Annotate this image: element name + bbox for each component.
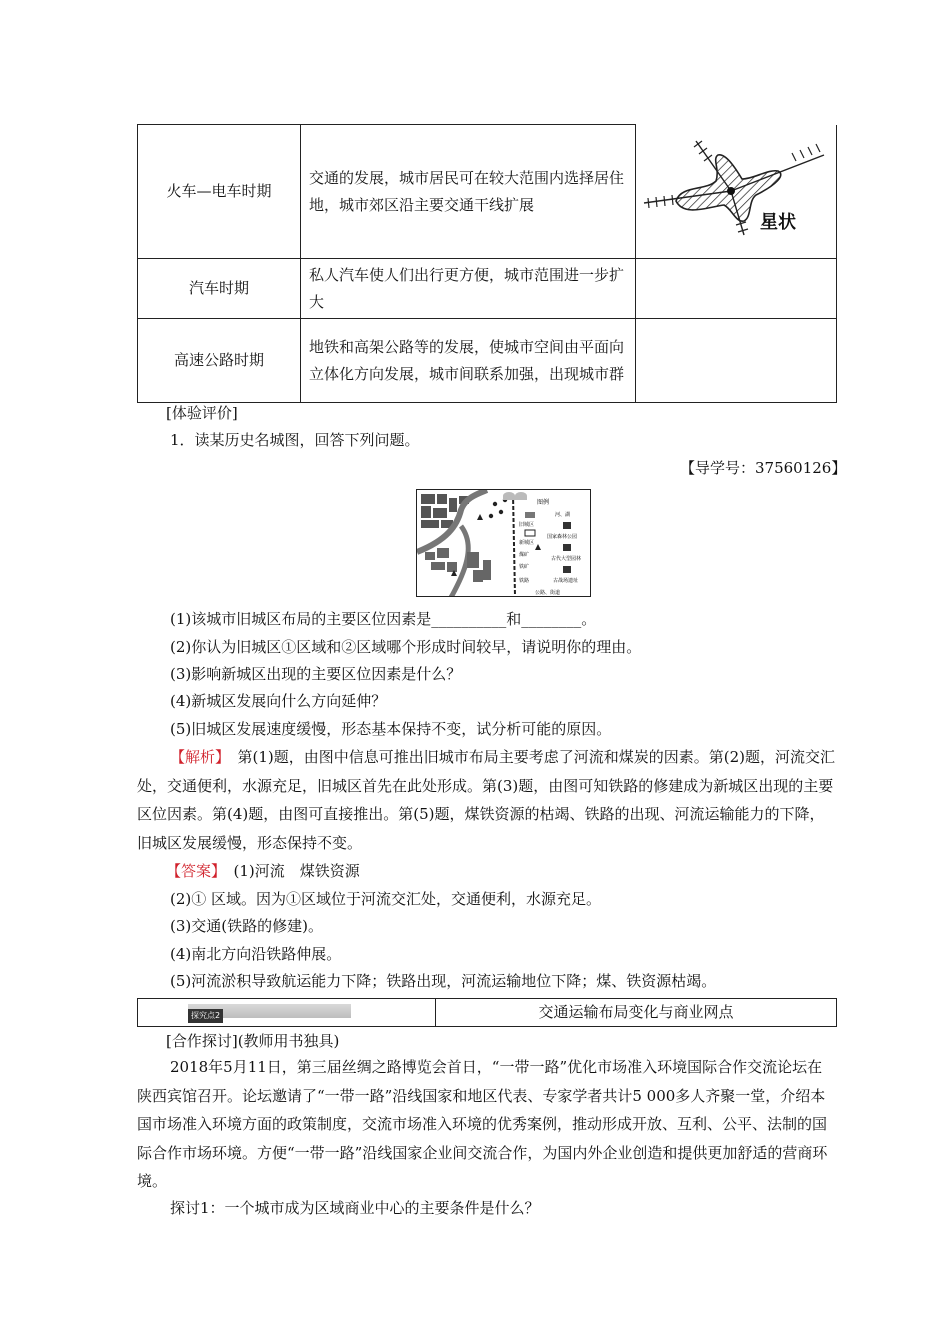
answer-first-line: [166, 858, 360, 884]
answer-line: (2)① 区域。因为①区域位于河流交汇处，交通便利，水源充足。: [170, 890, 602, 908]
city-map: [416, 489, 591, 597]
section-banner-left: [138, 999, 436, 1026]
legend-item: 古战场遗址: [553, 578, 579, 584]
star-city-diagram: [636, 125, 836, 257]
analysis-paragraph: [137, 743, 837, 857]
reference-number: 【导学号：37560126】: [680, 459, 847, 477]
table-row: [138, 319, 837, 403]
question-item: (3)影响新城区出现的主要区位因素是什么？: [170, 665, 462, 683]
legend-item: 公路、街道: [535, 590, 561, 596]
section-heading: [合作探讨](教师用书独具): [166, 1032, 340, 1050]
analysis-label: 【解析】: [170, 748, 223, 766]
legend-title: 图例: [537, 499, 550, 506]
section-title: 交通运输布局变化与商业网点: [538, 1003, 734, 1021]
section-tag-label: 探究点2: [188, 1009, 223, 1023]
empty-cell: [635, 259, 836, 319]
section-banner: [137, 998, 837, 1027]
period-cell: 汽车时期: [138, 259, 301, 319]
answer-text: (1)河流 煤铁资源: [233, 862, 360, 880]
star-label: 星状: [759, 211, 796, 233]
question-item: (2)你认为旧城区①区域和②区域哪个形成时间较早，请说明你的理由。: [170, 638, 642, 656]
legend-item: 国家森林公园: [547, 534, 578, 540]
answer-line: (4)南北方向沿铁路伸展。: [170, 945, 342, 963]
table-row: [138, 125, 837, 259]
description-cell: 地铁和高架公路等的发展，使城市空间由平面向立体化方向发展，城市间联系加强，出现城市群: [300, 319, 635, 403]
analysis-text: 第(1)题，由图中信息可推出旧城市布局主要考虑了河流和煤炭的因素。第(2)题，河流交汇处，交通便利，水源充足，旧城区首先在此处形成。第(3)题，由图可知铁路的修建成为新城区出现的主要区位因素。第(4)题，由图可直接推出。第(5)题，煤铁资源的枯竭、铁路的出现、河流运输能力的下降，旧城区发展缓慢，形态保持不变。: [137, 748, 836, 852]
legend-item: 铁路: [519, 578, 530, 584]
question-prompt: 1．读某历史名城图，回答下列问题。: [170, 431, 420, 449]
legend-item: 旧城区: [519, 522, 535, 528]
empty-cell: [635, 319, 836, 403]
answer-line: (5)河流淤积导致航运能力下降；铁路出现，河流运输地位下降；煤、铁资源枯竭。: [170, 972, 717, 990]
period-cell: 火车—电车时期: [138, 125, 301, 259]
city-map-drawing: [417, 490, 591, 597]
question-item: (5)旧城区发展速度缓慢，形态基本保持不变，试分析可能的原因。: [170, 720, 612, 738]
period-cell: 高速公路时期: [138, 319, 301, 403]
description-cell: 交通的发展，城市居民可在较大范围内选择居住地，城市郊区沿主要交通干线扩展: [300, 125, 635, 259]
legend-item: 铁矿: [519, 564, 530, 570]
section-paragraph: 2018年5月11日，第三届丝绸之路博览会首日，“一带一路”优化市场准入环境国际合作交流论坛在陕西宾馆召开。论坛邀请了“一带一路”沿线国家和地区代表、专家学者共计5 000多人齐聚一堂，介绍本国市场准入环境方面的政策制度，交流市场准入环境的优秀案例，推动形成开放、互利、公平、法制的国际合作市场环境。方便“一带一路”沿线国家企业间交流合作，为国内外企业创造和提供更加舒适的营商环境。: [137, 1058, 828, 1190]
legend-item: 河、湖: [555, 512, 571, 518]
question-item: (4)新城区发展向什么方向延伸？: [170, 692, 387, 710]
shape-diagram-cell: [635, 125, 836, 259]
description-cell: 私人汽车使人们出行更方便，城市范围进一步扩大: [300, 259, 635, 319]
answer-label: 【答案】: [166, 862, 219, 880]
table-row: [138, 259, 837, 319]
legend-item: 新城区: [519, 540, 535, 546]
section-heading: [体验评价]: [166, 404, 238, 422]
discussion-question: 探讨1：一个城市成为区域商业中心的主要条件是什么？: [170, 1199, 540, 1217]
answer-line: (3)交通(铁路的修建)。: [170, 917, 323, 935]
legend-item: 古代大型园林: [551, 556, 582, 562]
question-item: (1)该城市旧城区布局的主要区位因素是__________和________。: [170, 610, 597, 628]
city-evolution-table: [137, 124, 837, 403]
section-tag: [188, 1004, 351, 1018]
legend-item: 煤矿: [519, 552, 530, 558]
